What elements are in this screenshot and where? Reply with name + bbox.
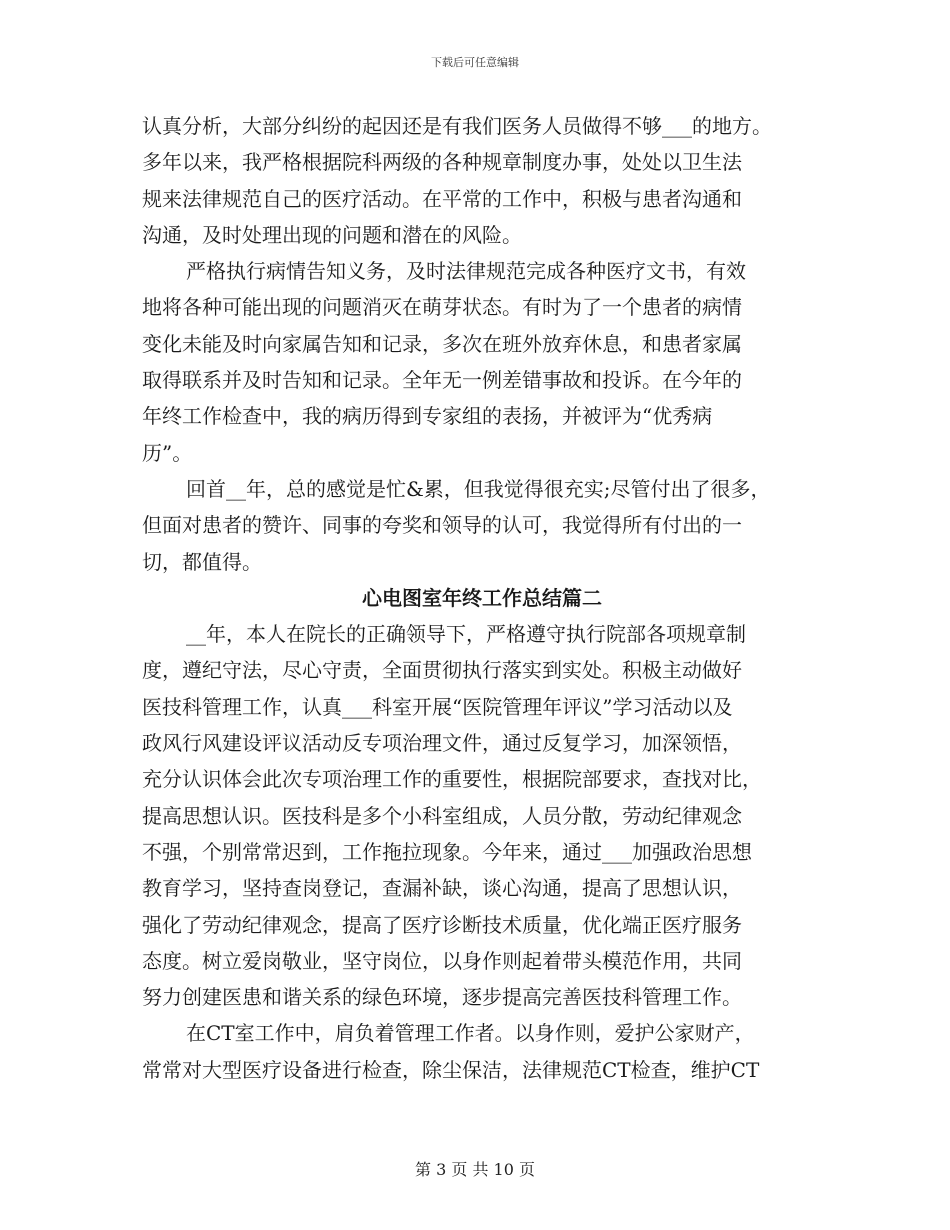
body-line: 规来法律规范自己的医疗活动。在平常的工作中，积极与患者沟通和 xyxy=(142,186,742,211)
body-line: 强化了劳动纪律观念，提高了医疗诊断技术质量，优化端正医疗服务 xyxy=(142,912,742,937)
body-line: 度，遵纪守法，尽心守责，全面贯彻执行落实到实处。积极主动做好 xyxy=(142,658,742,683)
body-line: 认真分析，大部分纠纷的起因还是有我们医务人员做得不够___的地方。 xyxy=(142,114,772,138)
header-note: 下载后可任意编辑 xyxy=(431,56,519,69)
body-line: 取得联系并及时告知和记录。全年无一例差错事故和投诉。在今年的 xyxy=(142,368,742,393)
body-line: 提高思想认识。医技科是多个小科室组成，人员分散，劳动纪律观念 xyxy=(142,803,742,828)
page-number: 第 3 页 共 10 页 xyxy=(415,1160,535,1179)
body-line: 常常对大型医疗设备进行检查，除尘保洁，法律规范CT检查，维护CT xyxy=(142,1057,760,1082)
body-line: 充分认识体会此次专项治理工作的重要性，根据院部要求，查找对比， xyxy=(142,767,762,792)
body-line: 严格执行病情告知义务，及时法律规范完成各种医疗文书，有效 xyxy=(186,259,746,284)
body-line: __年，本人在院长的正确领导下，严格遵守执行院部各项规章制 xyxy=(186,622,746,647)
body-line: 沟通，及时处理出现的问题和潜在的风险。 xyxy=(142,222,522,247)
body-line: 不强，个别常常迟到，工作拖拉现象。今年来，通过___加强政治思想 xyxy=(142,839,752,864)
body-line: 历”。 xyxy=(142,440,193,465)
body-line: 努力创建医患和谐关系的绿色环境，逐步提高完善医技科管理工作。 xyxy=(142,985,742,1010)
body-line: 多年以来，我严格根据院科两级的各种规章制度办事，处处以卫生法 xyxy=(142,150,742,175)
body-line: 在CT室工作中，肩负着管理工作者。以身作则，爱护公家财产， xyxy=(186,1021,755,1046)
body-line: 切，都值得。 xyxy=(142,549,262,574)
body-line: 年终工作检查中，我的病历得到专家组的表扬，并被评为“优秀病 xyxy=(142,404,713,429)
body-line: 变化未能及时向家属告知和记录，多次在班外放弃休息，和患者家属 xyxy=(142,331,742,356)
body-line: 回首__年，总的感觉是忙&累，但我觉得很充实;尽管付出了很多， xyxy=(186,476,771,501)
body-line: 态度。树立爱岗敬业，坚守岗位，以身作则起着带头模范作用，共同 xyxy=(142,948,742,973)
body-line: 但面对患者的赞许、同事的夸奖和领导的认可，我觉得所有付出的一 xyxy=(142,513,742,538)
body-line: 医技科管理工作，认真___科室开展“医院管理年评议”学习活动以及 xyxy=(142,694,733,719)
body-line: 政风行风建设评议活动反专项治理文件，通过反复学习，加深领悟， xyxy=(142,731,742,756)
document-body xyxy=(142,108,822,1088)
section-title: 心电图室年终工作总结篇二 xyxy=(362,585,602,610)
body-line: 地将各种可能出现的问题消灭在萌芽状态。有时为了一个患者的病情 xyxy=(142,295,742,320)
body-line: 教育学习，坚持查岗登记，查漏补缺，谈心沟通，提高了思想认识， xyxy=(142,876,742,901)
